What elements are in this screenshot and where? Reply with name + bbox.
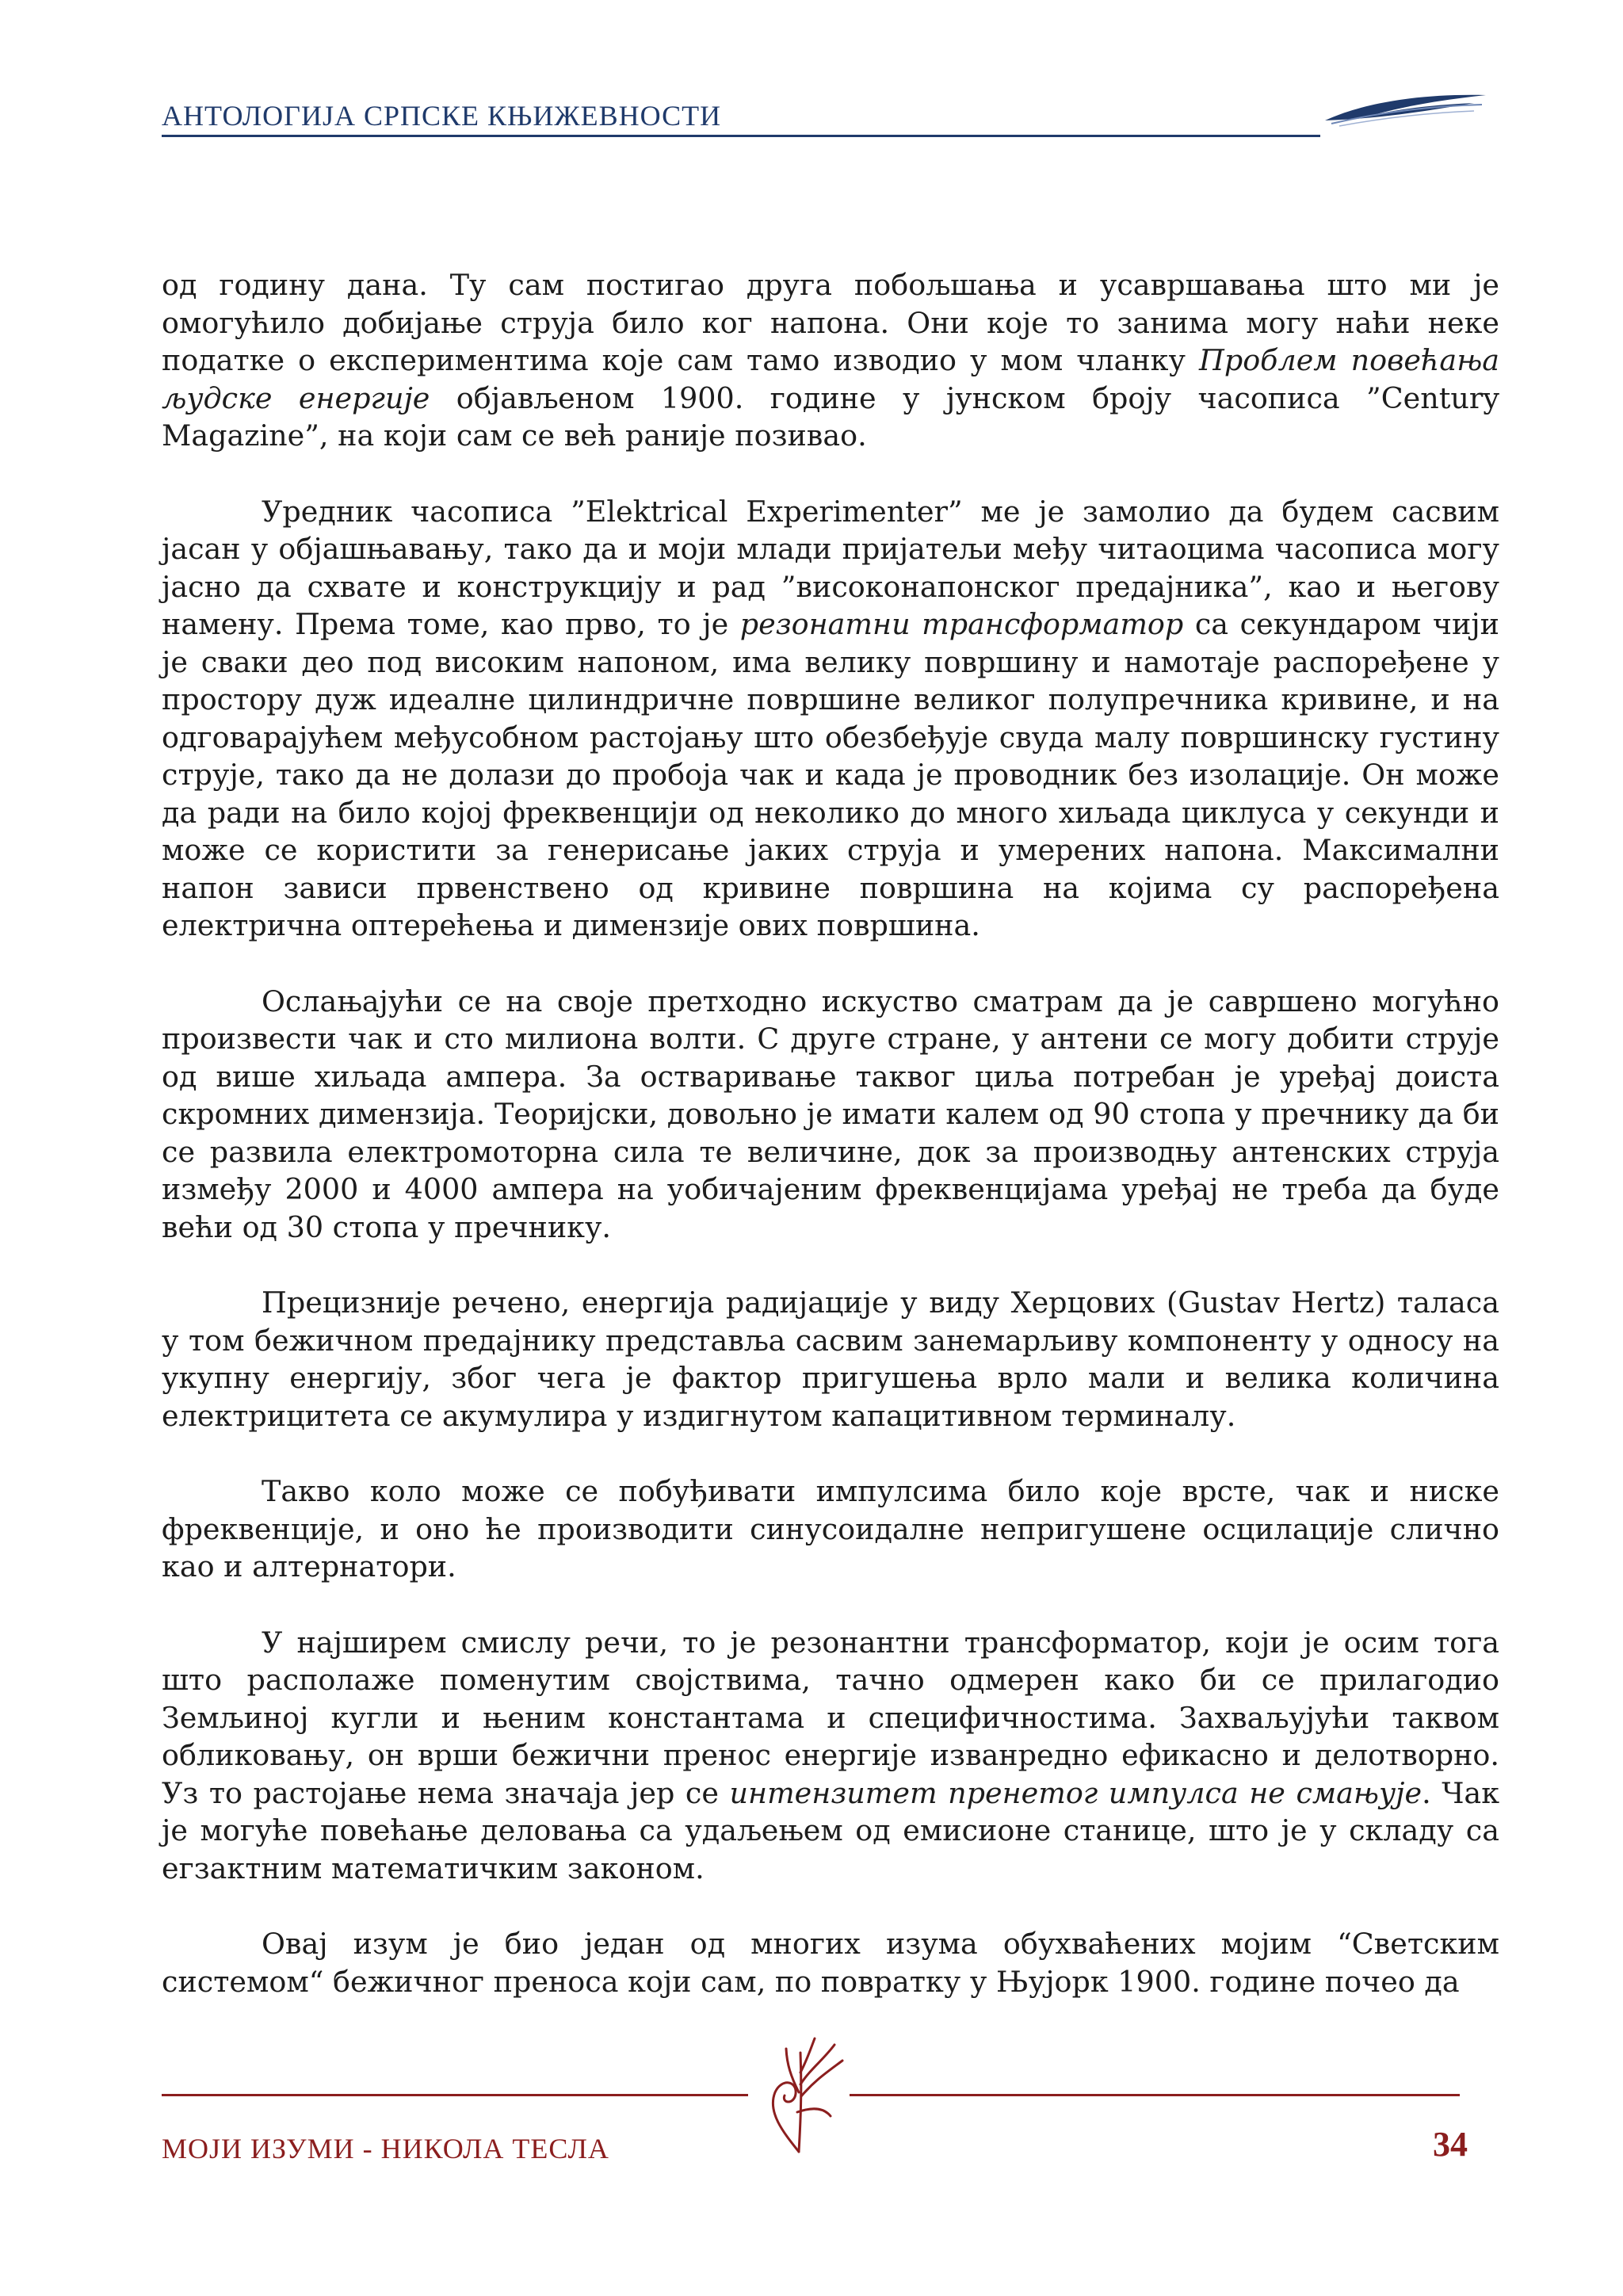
header-divider xyxy=(162,135,1320,137)
running-header-title: АНТОЛОГИЈА СРПСКЕ КЊИЖЕВНОСТИ xyxy=(162,100,722,132)
text-run: Овај изум је био један од многих изума обухваћених мојим “Светским системом“ бежичног преноса који сам, по повратку у Њујорк 1900. године почео да xyxy=(162,1927,1499,1999)
paragraph-6 xyxy=(162,1624,1499,1888)
text-run: Такво коло може се побуђивати импулсима било које врсте, чак и ниске фреквенције, и оно ће производити синусоидалне непригушене осцилације слично као и алтернатори. xyxy=(162,1474,1499,1584)
text-run: Уредник часописа ”Elektrical Experimenter” ме је замолио да будем сасвим јасан у објашњавању, тако да и моји млади пријатељи међу читаоцима часописа могу јасно да схвате и конструкцију и рад ”високонапонског предајника”, као и његову намену. Према томе, као прво, то је xyxy=(162,494,1499,641)
text-run: У најширем смислу речи, то је резонантни трансформатор, који је осим тога што располаже поменутим својствима, тачно одмерен како би се прилагодио Земљиној кугли и њеним константама и специфичностима. Захваљујући таквом обликовању, он врши бежични пренос енергије изванредно ефикасно и делотворно. Уз то растојање нема значаја јер се xyxy=(162,1625,1499,1810)
italic-term: резонатни трансформатор xyxy=(739,607,1184,641)
paragraph-5 xyxy=(162,1473,1499,1586)
italic-title: Проблем повећања људске енергије xyxy=(162,343,1500,415)
body-text xyxy=(162,266,1499,2038)
quill-icon xyxy=(1323,89,1490,128)
footer-divider-left xyxy=(162,2094,748,2096)
text-run: са секундаром чији је сваки део под високим напоном, има велику површину и намотаје распоређене у простору дуж идеалне цилиндричне површине великог полупречника кривине, и на одговарајућем међусобном растојању што обезбеђује свуда малу површинску густину струје, тако да не долази до пробоја чак и када је проводник без изолације. Он може да ради на било којој фреквенцији од неколико до много хиљада циклуса у секунди и може се користити за генерисање јаких струја и умерених напона. Максимални напон зависи првенствено од кривине површина на којима су распоређена електрична оптерећења и димензије ових површина. xyxy=(162,607,1499,942)
floral-ornament-icon xyxy=(751,2037,846,2156)
text-run: од годину дана. Ту сам постигао друга побољшања и усавршавања што ми је омогућило добијање струја било ког напона. Они које то занима могу наћи неке податке о експериментима које сам тамо изводио у мом чланку xyxy=(162,268,1499,377)
running-footer-title: МОЈИ ИЗУМИ - НИКОЛА ТЕСЛА xyxy=(162,2133,609,2164)
page-number: 34 xyxy=(1433,2125,1468,2164)
paragraph-3 xyxy=(162,983,1499,1247)
text-run: Прецизније речено, енергија радијације у виду Херцових (Gustav Hertz) таласа у том бежичном предајнику представља сасвим занемарљиву компоненту у односу на укупну енергију, због чега је фактор пригушења врло мали и велика количина електрицитета се акумулира у издигнутом капацитивном терминалу. xyxy=(162,1286,1499,1433)
text-run: објављеном 1900. године у јунском броју часописа ”Century Magazine”, на који сам се већ раније позивао. xyxy=(162,380,1499,453)
italic-phrase: интензитет пренетог импулса не смањује xyxy=(729,1775,1423,1810)
text-run: Ослањајући се на своје претходно искуство сматрам да је савршено могућно произвести чак и сто милиона волти. С друге стране, у антени се могу добити струје од више хиљада ампера. За остваривање таквог циља потребан је уређај доиста скромних димензија. Теоријски, довољно је имати калем од 90 стопа у пречнику да би се развила електромоторна сила те величине, док за производњу антенских струја између 2000 и 4000 ампера на уобичајеним фреквенцијама уређај не треба да буде већи од 30 стопа у пречнику. xyxy=(162,984,1499,1244)
paragraph-2 xyxy=(162,493,1499,945)
text-run: . Чак је могуће повећање деловања са удаљењем од емисионе станице, што је у складу са егзактним математичким законом. xyxy=(162,1775,1500,1885)
paragraph-1 xyxy=(162,266,1499,455)
footer-divider-right xyxy=(850,2094,1460,2096)
paragraph-7 xyxy=(162,1925,1499,2000)
paragraph-4 xyxy=(162,1284,1499,1435)
